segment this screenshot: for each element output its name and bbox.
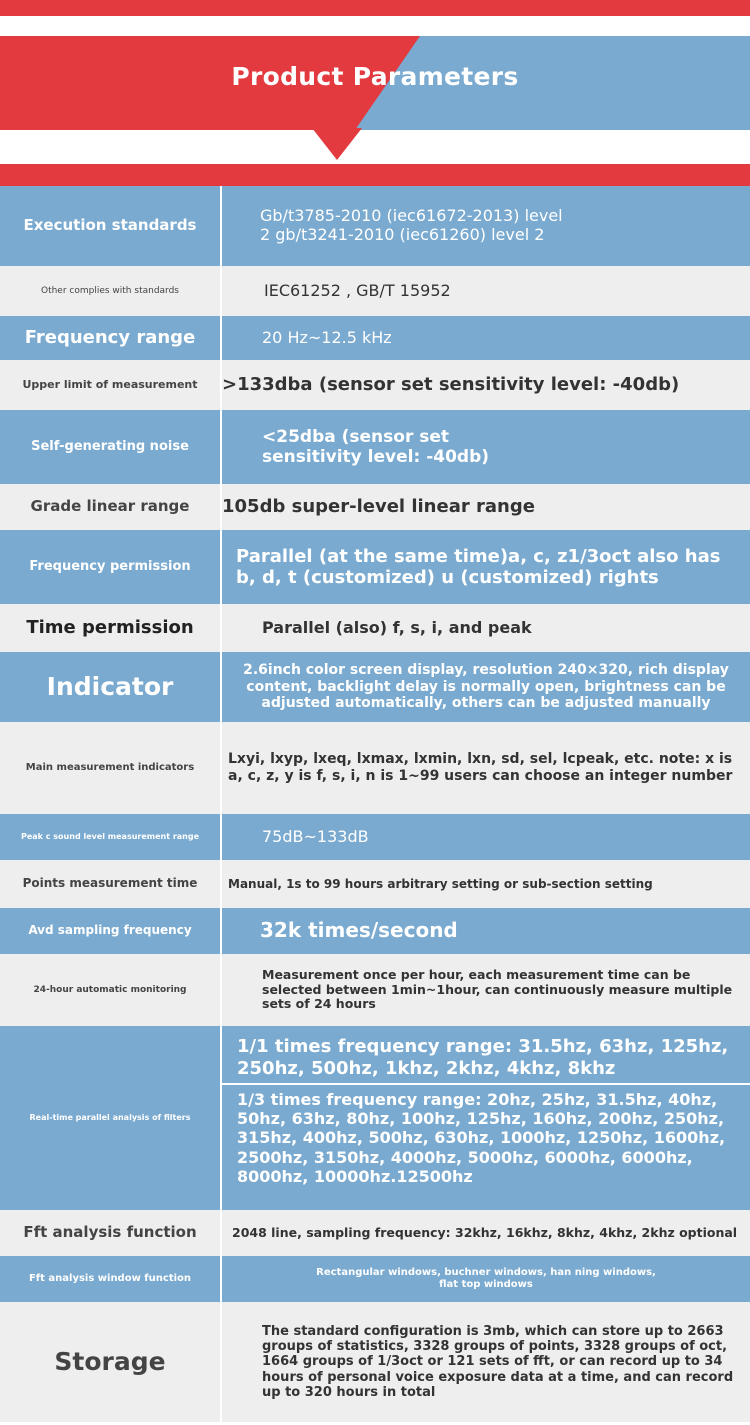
table-row bbox=[0, 1256, 750, 1302]
row-value: Measurement once per hour, each measurement time can be selected between 1min~1hour, can continuously measure multiple sets of 24 hours bbox=[262, 966, 733, 1012]
table-row bbox=[0, 360, 750, 410]
row-value: <25dba (sensor set sensitivity level: -40db) bbox=[262, 426, 490, 467]
row-value-part: 1/1 times frequency range: 31.5hz, 63hz, 125hz, 250hz, 500hz, 1khz, 2khz, 4khz, 8khz bbox=[237, 1036, 729, 1079]
row-value: >133dba (sensor set sensitivity level: -40db) bbox=[222, 374, 680, 396]
row-label: Main measurement indicators bbox=[25, 762, 195, 774]
page-title: Product Parameters bbox=[231, 62, 519, 91]
row-value: Rectangular windows, buchner windows, han ning windows, flat top windows bbox=[316, 1267, 656, 1290]
table-row bbox=[0, 266, 750, 316]
row-value: 2.6inch color screen display, resolution 240×320, rich display content, backlight delay is normally open, brightness can be adjusted automatically, others can be adjusted manually bbox=[243, 662, 729, 712]
row-label: Points measurement time bbox=[22, 876, 198, 891]
table-row bbox=[0, 1302, 750, 1422]
table-row bbox=[0, 860, 750, 908]
table-row bbox=[0, 954, 750, 1026]
header-red-stripe-bottom bbox=[0, 164, 750, 186]
row-label: Storage bbox=[54, 1346, 166, 1376]
row-value-part: 1/3 times frequency range: 20hz, 25hz, 31.5hz, 40hz, 50hz, 63hz, 80hz, 100hz, 125hz, 160hz, 200hz, 250hz, 315hz, 400hz, 500hz, 630hz, 1000hz, 1250hz, 1600hz, 2500hz, 3150hz, 4000hz, 5000hz, 6000hz, 6000hz, 8000hz, 10000hz.12500hz bbox=[237, 1090, 726, 1186]
row-label: Grade linear range bbox=[30, 497, 190, 516]
row-value: 2048 line, sampling frequency: 32khz, 16khz, 8khz, 4khz, 2khz optional bbox=[232, 1224, 738, 1240]
row-value bbox=[222, 1026, 750, 1210]
table-row bbox=[0, 908, 750, 954]
row-value: 32k times/second bbox=[260, 918, 458, 943]
header-banner bbox=[0, 0, 750, 186]
row-value: Manual, 1s to 99 hours arbitrary setting or sub-section setting bbox=[228, 876, 653, 891]
row-label: Frequency range bbox=[24, 326, 196, 348]
table-row bbox=[0, 604, 750, 652]
row-value: Gb/t3785-2010 (iec61672-2013) level 2 gb/t3241-2010 (iec61260) level 2 bbox=[260, 206, 563, 244]
row-label: Time permission bbox=[26, 616, 194, 638]
row-label: Frequency permission bbox=[29, 558, 191, 574]
row-value: Parallel (also) f, s, i, and peak bbox=[262, 617, 532, 637]
row-value: IEC61252 , GB/T 15952 bbox=[264, 280, 451, 300]
row-value: The standard configuration is 3mb, which can store up to 2663 groups of statistics, 3328 groups of points, 3328 groups of oct, 1664 groups of 1/3oct or 121 sets of fft, or can record up to 34 hours of personal voice exposure data at a time, and can record up to 320 hours in total bbox=[262, 1323, 734, 1400]
table-row bbox=[0, 186, 750, 266]
row-value: 20 Hz~12.5 kHz bbox=[262, 327, 392, 347]
row-label: Indicator bbox=[46, 671, 174, 701]
row-value: Parallel (at the same time)a, c, z1/3oct also has b, d, t (customized) u (customized) rights bbox=[236, 545, 721, 588]
row-label: 24-hour automatic monitoring bbox=[33, 984, 187, 995]
row-label: Execution standards bbox=[23, 216, 197, 235]
row-label: Other complies with standards bbox=[40, 285, 179, 296]
row-label: Fft analysis function bbox=[23, 1223, 197, 1242]
row-label: Upper limit of measurement bbox=[22, 377, 198, 391]
row-label: Self-generating noise bbox=[31, 438, 189, 454]
table-row bbox=[0, 484, 750, 530]
table-row bbox=[0, 530, 750, 604]
table-row bbox=[0, 410, 750, 484]
row-value: Lxyi, lxyp, lxeq, lxmax, lxmin, lxn, sd, sel, lcpeak, etc. note: x is a, c, z, y is f, s, i, n is 1~99 users can choose an integer number bbox=[228, 751, 733, 784]
row-value: 105db super-level linear range bbox=[222, 496, 535, 518]
table-row bbox=[0, 1210, 750, 1256]
row-label: Fft analysis window function bbox=[28, 1273, 192, 1285]
row-value: 75dB~133dB bbox=[262, 826, 369, 846]
table-row bbox=[0, 652, 750, 722]
row-label: Avd sampling frequency bbox=[28, 923, 192, 938]
row-label: Peak c sound level measurement range bbox=[20, 832, 200, 842]
row-label: Real-time parallel analysis of filters bbox=[29, 1113, 191, 1123]
table-row bbox=[0, 1026, 750, 1210]
header-banner-shape bbox=[0, 0, 750, 186]
table-row bbox=[0, 722, 750, 814]
table-row bbox=[0, 316, 750, 360]
table-row bbox=[0, 814, 750, 860]
